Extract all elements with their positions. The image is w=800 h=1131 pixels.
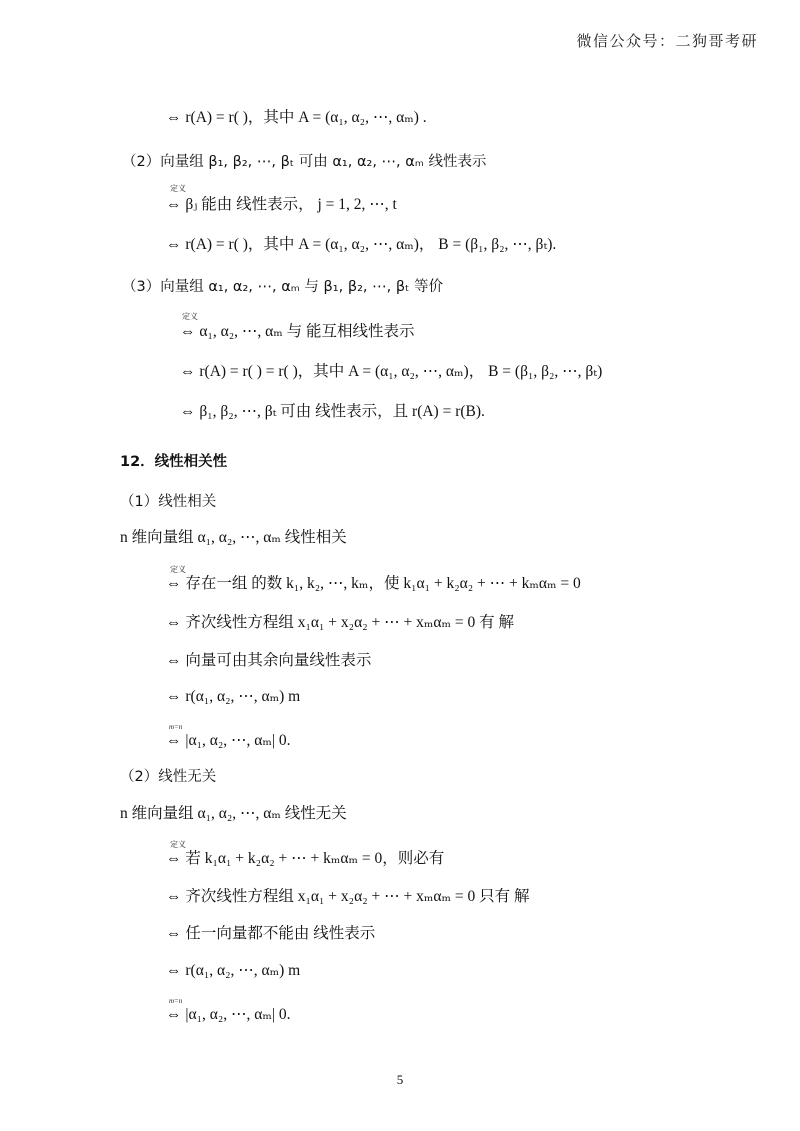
definition-marker: 定义 [170, 840, 186, 849]
rank-less-m-line: ⇔ r(α₁, α₂, ⋯, αₘ) m [166, 688, 301, 705]
determinant-zero-line: ⇔ |α₁, α₂, ⋯, αₘ| 0. [166, 732, 291, 749]
no-vector-representable-line: ⇔ 任一向量都不能由 线性表示 [166, 925, 376, 942]
dependent-statement: n 维向量组 α₁, α₂, ⋯, αₘ 线性相关 [120, 529, 347, 546]
definition-marker: 定义 [170, 565, 186, 574]
m-equals-n-marker: m=n [169, 723, 183, 731]
determinant-nonzero-line: ⇔ |α₁, α₂, ⋯, αₘ| 0. [166, 1006, 291, 1023]
m-equals-n-marker: m=n [169, 997, 183, 1005]
subsection-linear-independent: （2）线性无关 [120, 769, 217, 785]
homogeneous-nonzero-line: ⇔ 齐次线性方程组 x₁α₁ + x₂α₂ + ⋯ + xₘαₘ = 0 有 解 [166, 614, 514, 631]
subsection-linear-dependent: （1）线性相关 [120, 494, 217, 510]
definition-marker: 定义 [170, 184, 186, 193]
subsection-3-title: （3）向量组 α₁, α₂, ⋯, αₘ 与 β₁, β₂, ⋯, βₜ 等价 [122, 279, 443, 295]
homogeneous-zero-only-line: ⇔ 齐次线性方程组 x₁α₁ + x₂α₂ + ⋯ + xₘαₘ = 0 只有 解 [166, 888, 530, 905]
rank-equal-AB-line: ⇔ r(A) = r( )，其中 A = (α₁, α₂, ⋯, αₘ)， B = (β₁, β₂, ⋯, βₜ). [166, 236, 557, 253]
triple-rank-line: ⇔ r(A) = r( ) = r( )，其中 A = (α₁, α₂, ⋯, αₘ)， B = (β₁, β₂, ⋯, βₜ) [180, 363, 603, 380]
independent-definition-line: ⇔ 若 k₁α₁ + k₂α₂ + ⋯ + kₘαₘ = 0，则必有 [166, 850, 445, 867]
page-number: 5 [396, 1072, 404, 1087]
some-vector-representable-line: ⇔ 向量可由其余向量线性表示 [166, 652, 372, 669]
section-12-title: 12．线性相关性 [120, 454, 228, 470]
dependent-definition-line: ⇔ 存在一组 的数 k₁, k₂, ⋯, kₘ，使 k₁α₁ + k₂α₂ + ⋯ + kₘαₘ = 0 [166, 575, 581, 592]
equiv-rank-line: ⇔ r(A) = r( )，其中 A = (α₁, α₂, ⋯, αₘ) . [166, 109, 427, 126]
definition-marker: 定义 [182, 312, 198, 321]
rank-AB-equal-line: ⇔ β₁, β₂, ⋯, βₜ 可由 线性表示，且 r(A) = r(B). [180, 403, 485, 420]
beta-representable-line: ⇔ βⱼ 能由 线性表示， j = 1, 2, ⋯, t [166, 196, 397, 213]
page-header: 微信公众号：二狗哥考研 [576, 32, 758, 50]
mutual-representation-line: ⇔ α₁, α₂, ⋯, αₘ 与 能互相线性表示 [180, 323, 415, 340]
rank-equal-m-line: ⇔ r(α₁, α₂, ⋯, αₘ) m [166, 962, 301, 979]
independent-statement: n 维向量组 α₁, α₂, ⋯, αₘ 线性无关 [120, 805, 347, 822]
subsection-2-title: （2）向量组 β₁, β₂, ⋯, βₜ 可由 α₁, α₂, ⋯, αₘ 线性表示 [122, 154, 487, 170]
